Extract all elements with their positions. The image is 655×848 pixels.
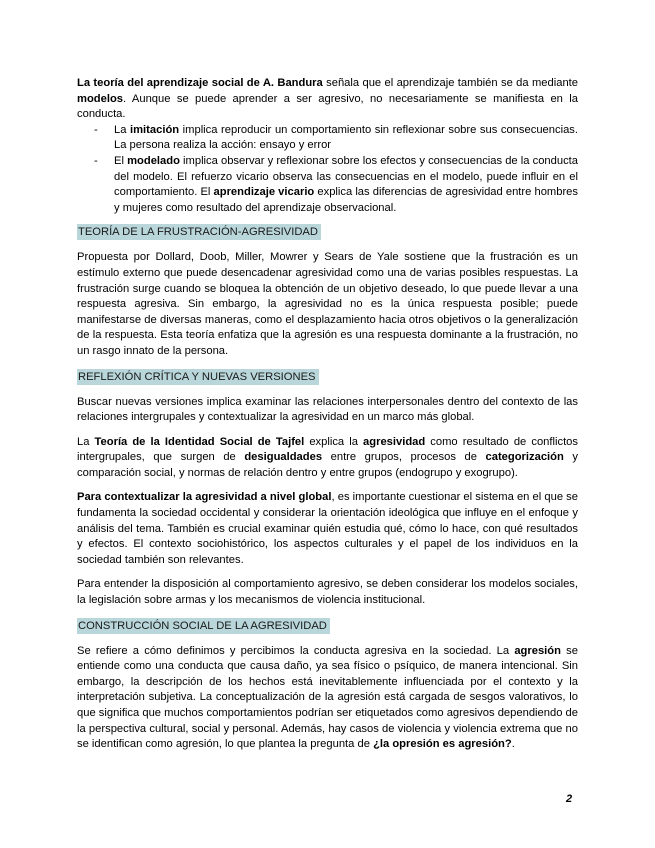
- bold-text: ¿la opresión es agresión?: [373, 738, 512, 751]
- text: La: [77, 435, 95, 448]
- text: Se refiere a cómo definimos y percibimos la conducta agresiva en la sociedad. La: [77, 644, 515, 657]
- text: explica la: [304, 435, 364, 448]
- list-item-imitacion: [77, 123, 578, 154]
- dash-marker: -: [94, 154, 98, 167]
- page-content: [77, 76, 578, 762]
- text: El: [114, 154, 128, 167]
- text: , es importante cuestionar el sistema en el que se fundamenta la sociedad occidental y considerar la orientación ideológica que influye en el enfoque y análisis del tema. También es crucial examinar quién estudia qué, cómo lo hace, con qué resultados y efectos. El contexto sociohistórico, los aspectos culturales y el papel de los individuos en la sociedad también son relevantes.: [77, 491, 578, 566]
- text: .: [511, 738, 515, 751]
- paragraph-frustracion: Propuesta por Dollard, Doob, Miller, Mowrer y Sears de Yale sostiene que la frustración es un estímulo externo que puede desencadenar agresividad como una de varias posibles respuestas. La frustración surge cuando se bloquea la obtención de un objetivo deseado, lo que puede llevar a una respuesta agresiva. Sin embargo, la agresividad no es la única respuesta posible; puede manifestarse de diversas maneras, como el desplazamiento hacia otros objetivos o la generalización de la respuesta. Esta teoría enfatiza que la agresión es una respuesta dominante a la frustración, no un rasgo innato de la persona.: [77, 251, 578, 357]
- text: señala que el aprendizaje también se da mediante: [322, 77, 578, 89]
- bold-text: modelado: [127, 154, 180, 167]
- bold-text: Teoría de la Identidad Social de Tajfel: [94, 435, 305, 448]
- section-heading-construccion: CONSTRUCCIÓN SOCIAL DE LA AGRESIVIDAD: [77, 618, 330, 634]
- text: explica las diferencias de agresividad entre hombres y mujeres como resultado del aprendizaje observacional.: [114, 186, 579, 214]
- text: se entiende como una conducta que causa daño, ya sea físico o psíquico, de manera intencional. Sin embargo, la descripción de los hechos está inevitablemente influenciada por el contexto y la interpretación subjetiva. La conceptualización de la agresión está cargada de sesgos valorativos, lo que significa que muchos comportamientos podrían ser etiquetados como agresivos dependiendo de la perspectiva cultural, social y personal. Además, hay casos de violencia y violencia extrema que no se identifican como agresión, lo que plantea la pregunta de: [77, 644, 578, 751]
- bold-text: desigualdades: [244, 451, 323, 464]
- bullet-list: [77, 123, 578, 217]
- bold-text: Para contextualizar la agresividad a nivel global: [77, 491, 332, 504]
- section-heading-frustracion: TEORÍA DE LA FRUSTRACIÓN-AGRESIVIDAD: [77, 224, 321, 240]
- paragraph-disposicion: Para entender la disposición al comportamiento agresivo, se deben considerar los modelos sociales, la legislación sobre armas y los mecanismos de violencia institucional.: [77, 578, 578, 607]
- text: entre grupos, procesos de: [322, 451, 486, 464]
- bold-text: aprendizaje vicario: [213, 186, 315, 199]
- paragraph-contexto-global: [77, 490, 578, 568]
- paragraph-nuevas-versiones: Buscar nuevas versiones implica examinar las relaciones interpersonales dentro del contexto de las relaciones intergrupales y contextualizar la agresividad en un marco más global.: [77, 395, 578, 424]
- intro-paragraph: [77, 76, 578, 123]
- bold-text: modelos: [77, 92, 124, 105]
- section-heading-reflexion: REFLEXIÓN CRÍTICA Y NUEVAS VERSIONES: [77, 369, 319, 385]
- text: implica reproducir un comportamiento sin reflexionar sobre sus consecuencias. La persona realiza la acción: ensayo y error: [114, 123, 578, 152]
- bold-text: agresividad: [363, 435, 426, 448]
- text: La: [114, 123, 130, 136]
- bold-text: imitación: [130, 123, 180, 136]
- paragraph-tajfel: [77, 435, 578, 482]
- paragraph-construccion: [77, 644, 578, 753]
- bold-text: La teoría del aprendizaje social de A. Bandura: [77, 77, 323, 89]
- dash-marker: -: [94, 123, 98, 136]
- list-item-modelado: [77, 154, 578, 216]
- text: como resultado de conflictos intergrupales, que surgen de: [77, 435, 578, 464]
- text: implica observar y reflexionar sobre los efectos y consecuencias de la conducta del modelo. El refuerzo vicario observa las consecuencias en el modelo, puede influir en el comportamiento. El: [114, 154, 579, 199]
- bold-text: categorización: [485, 451, 564, 464]
- bold-text: agresión: [514, 644, 561, 657]
- text: y comparación social, y normas de relación dentro y entre grupos (endogrupo y exogrupo).: [77, 451, 578, 479]
- page-number: 2: [566, 793, 573, 805]
- text: . Aunque se puede aprender a ser agresivo, no necesariamente se manifiesta en la conducta.: [77, 92, 578, 121]
